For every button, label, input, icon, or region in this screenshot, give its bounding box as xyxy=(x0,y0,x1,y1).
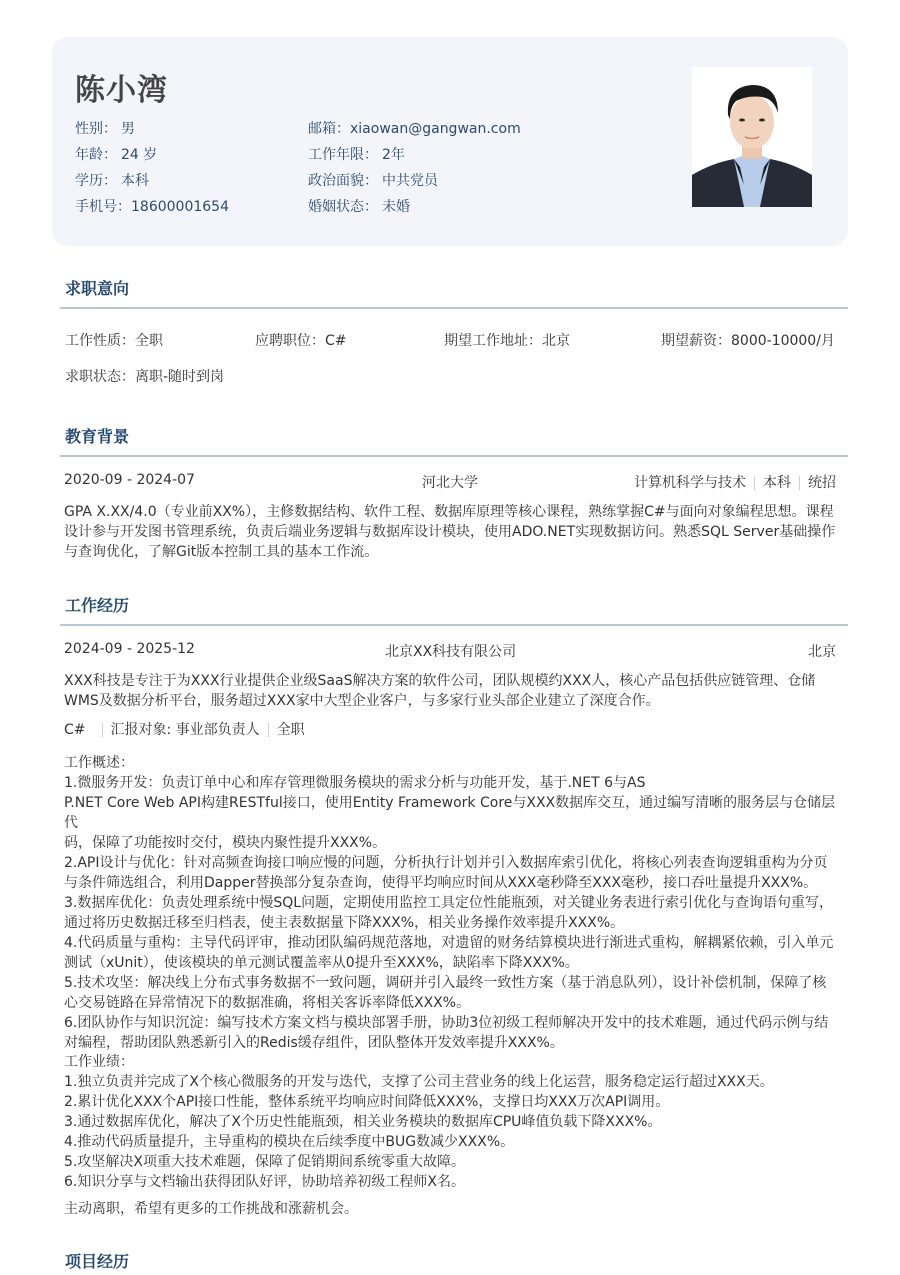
work-company: 北京XX科技有限公司 xyxy=(385,644,517,660)
section-title-education: 教育背景 xyxy=(65,427,130,446)
separator xyxy=(102,723,103,737)
profile-photo xyxy=(692,67,812,207)
intent-location xyxy=(444,330,570,350)
intro-line: WMS及数据分析平台，服务超过XXX家中大型企业客户，与多家行业头部企业建立了深度合作。 xyxy=(64,693,660,709)
education-type: 统招 xyxy=(808,475,836,491)
info-email xyxy=(308,118,521,144)
company-intro xyxy=(64,671,844,711)
overview-line: 1.微服务开发：负责订单中心和库存管理微服务模块的需求分析与功能开发，基于.NET 6与AS xyxy=(64,775,646,791)
overview-line: 测试（xUnit），使该模块的单元测试覆盖率从0提升至XXX%，缺陷率下降XXX%。 xyxy=(64,955,579,971)
info-label: 邮箱： xyxy=(308,121,350,137)
info-phone xyxy=(75,196,229,222)
achievement-line: 1.独立负责并完成了X个核心微服务的开发与迭代，支撑了公司主营业务的线上化运营，服务稳定运行超过XXX天。 xyxy=(64,1074,774,1090)
section-divider xyxy=(60,307,848,309)
section-title-work: 工作经历 xyxy=(65,596,130,615)
info-label: 手机号： xyxy=(75,199,131,215)
separator xyxy=(268,723,269,737)
separator xyxy=(754,476,755,490)
info-political-status xyxy=(308,170,438,196)
leave-reason: 主动离职，希望有更多的工作挑战和涨薪机会。 xyxy=(64,1201,358,1217)
info-education xyxy=(75,170,149,196)
intent-value: 8000-10000/月 xyxy=(731,333,835,349)
achievement-line: 6.知识分享与文档输出获得团队好评，协助培养初级工程师X名。 xyxy=(64,1174,465,1190)
info-work-years xyxy=(308,144,405,170)
work-achievements xyxy=(64,1052,844,1192)
intent-label: 期望工作地址： xyxy=(444,333,542,349)
education-period: 2020-09 - 2024-07 xyxy=(64,472,195,488)
intent-value: 全职 xyxy=(135,333,163,349)
section-title-job-intent: 求职意向 xyxy=(65,279,130,298)
overview-line: 对编程，帮助团队熟悉新引入的Redis缓存组件，团队整体开发效率提升XXX%。 xyxy=(64,1035,564,1051)
intent-status xyxy=(65,366,224,386)
separator xyxy=(799,476,800,490)
info-age xyxy=(75,144,157,170)
intent-salary xyxy=(661,330,835,350)
info-value: 本科 xyxy=(121,173,149,189)
info-label: 性别： xyxy=(75,121,117,137)
overview-line: 5.技术攻坚：解决线上分布式事务数据不一致问题，调研并引入最终一致性方案（基于消息队列），设计补偿机制，保障了核 xyxy=(64,975,827,991)
section-divider xyxy=(60,624,848,626)
info-value: 中共党员 xyxy=(382,173,438,189)
work-overview xyxy=(64,753,844,1053)
overview-title: 工作概述： xyxy=(64,755,134,771)
description-line: 设计参与开发图书管理系统，负责后端业务逻辑与数据库设计模块，使用ADO.NET实现数据访问。熟悉SQL Server基础操作 xyxy=(64,524,836,540)
description-line: 与查询优化，了解Git版本控制工具的基本工作流。 xyxy=(64,544,379,560)
intro-line: XXX科技是专注于为XXX行业提供企业级SaaS解决方案的软件公司，团队规模约XXX人，核心产品包括供应链管理、仓储 xyxy=(64,673,816,689)
description-line: GPA X.XX/4.0（专业前XX%），主修数据结构、软件工程、数据库原理等核心课程，熟练掌握C#与面向对象编程思想。课程 xyxy=(64,504,834,520)
intent-position xyxy=(255,330,347,350)
info-gender xyxy=(75,118,135,144)
section-divider xyxy=(60,455,848,457)
overview-line: 通过将历史数据迁移至归档表，使主表数据量下降XXX%，相关业务操作效率提升XXX%。 xyxy=(64,915,625,931)
work-tags xyxy=(64,719,305,739)
work-tag: 全职 xyxy=(276,722,305,738)
achievement-line: 5.攻坚解决X项重大技术难题，保障了促销期间系统零重大故障。 xyxy=(64,1154,465,1170)
info-value: 未婚 xyxy=(382,199,410,215)
overview-line: 2.API设计与优化：针对高频查询接口响应慢的问题，分析执行计划并引入数据库索引优化，将核心列表查询逻辑重构为分页 xyxy=(64,855,828,871)
overview-line: 与条件筛选组合，利用Dapper替换部分复杂查询，使得平均响应时间从XXX毫秒降至XXX毫秒，接口吞吐量提升XXX%。 xyxy=(64,875,818,891)
info-value: 男 xyxy=(121,121,135,137)
overview-line: P.NET Core Web API构建RESTful接口，使用Entity Framework Core与XXX数据库交互，通过编写清晰的服务层与仓储层代 xyxy=(64,795,836,831)
education-major: 计算机科学与技术 xyxy=(634,475,746,491)
intent-job-type xyxy=(65,330,163,350)
info-label: 工作年限： xyxy=(308,147,378,163)
overview-line: 3.数据库优化：负责处理系统中慢SQL问题，定期使用监控工具定位性能瓶颈，对关键业务表进行索引优化与查询语句重写， xyxy=(64,895,834,911)
work-location: 北京 xyxy=(808,644,836,660)
work-tag: 汇报对象: 事业部负责人 xyxy=(110,722,260,738)
education-meta xyxy=(634,472,836,492)
info-label: 学历： xyxy=(75,173,117,189)
profile-header-card xyxy=(52,37,848,246)
person-portrait-icon xyxy=(692,67,812,207)
education-degree: 本科 xyxy=(763,475,791,491)
intent-value: C# xyxy=(325,333,347,349)
info-value: 2年 xyxy=(382,147,405,163)
achievement-line: 2.累计优化XXX个API接口性能，整体系统平均响应时间降低XXX%，支撑日均XXX万次API调用。 xyxy=(64,1094,670,1110)
achievement-line: 3.通过数据库优化，解决了X个历史性能瓶颈，相关业务模块的数据库CPU峰值负载下降XXX%。 xyxy=(64,1114,662,1130)
info-marital-status xyxy=(308,196,410,222)
work-period: 2024-09 - 2025-12 xyxy=(64,641,195,657)
achievement-line: 4.推动代码质量提升，主导重构的模块在后续季度中BUG数减少XXX%。 xyxy=(64,1134,515,1150)
candidate-name: 陈小湾 xyxy=(75,73,168,108)
info-value: 18600001654 xyxy=(131,199,229,215)
intent-label: 应聘职位： xyxy=(255,333,325,349)
info-label: 政治面貌： xyxy=(308,173,378,189)
info-value: 24 岁 xyxy=(121,147,158,163)
intent-label: 期望薪资： xyxy=(661,333,731,349)
overview-line: 心交易链路在异常情况下的数据准确，将相关客诉率降低XXX%。 xyxy=(64,995,471,1011)
intent-label: 工作性质： xyxy=(65,333,135,349)
work-tag: C# xyxy=(64,722,86,738)
info-value[interactable]: xiaowan@gangwan.com xyxy=(350,121,521,137)
intent-value: 北京 xyxy=(542,333,570,349)
education-school: 河北大学 xyxy=(422,475,478,491)
section-title-projects: 项目经历 xyxy=(65,1252,130,1271)
info-label: 年龄： xyxy=(75,147,117,163)
education-description xyxy=(64,502,844,562)
overview-line: 4.代码质量与重构：主导代码评审，推动团队编码规范落地，对遗留的财务结算模块进行渐进式重构，解耦紧依赖，引入单元 xyxy=(64,935,834,951)
overview-line: 码，保障了功能按时交付，模块内聚性提升XXX%。 xyxy=(64,835,387,851)
overview-line: 6.团队协作与知识沉淀：编写技术方案文档与模块部署手册，协助3位初级工程师解决开发中的技术难题，通过代码示例与结 xyxy=(64,1015,829,1031)
intent-label: 求职状态： xyxy=(65,369,135,385)
achievements-title: 工作业绩： xyxy=(64,1054,134,1070)
intent-value: 离职-随时到岗 xyxy=(135,369,225,385)
info-label: 婚姻状态： xyxy=(308,199,378,215)
